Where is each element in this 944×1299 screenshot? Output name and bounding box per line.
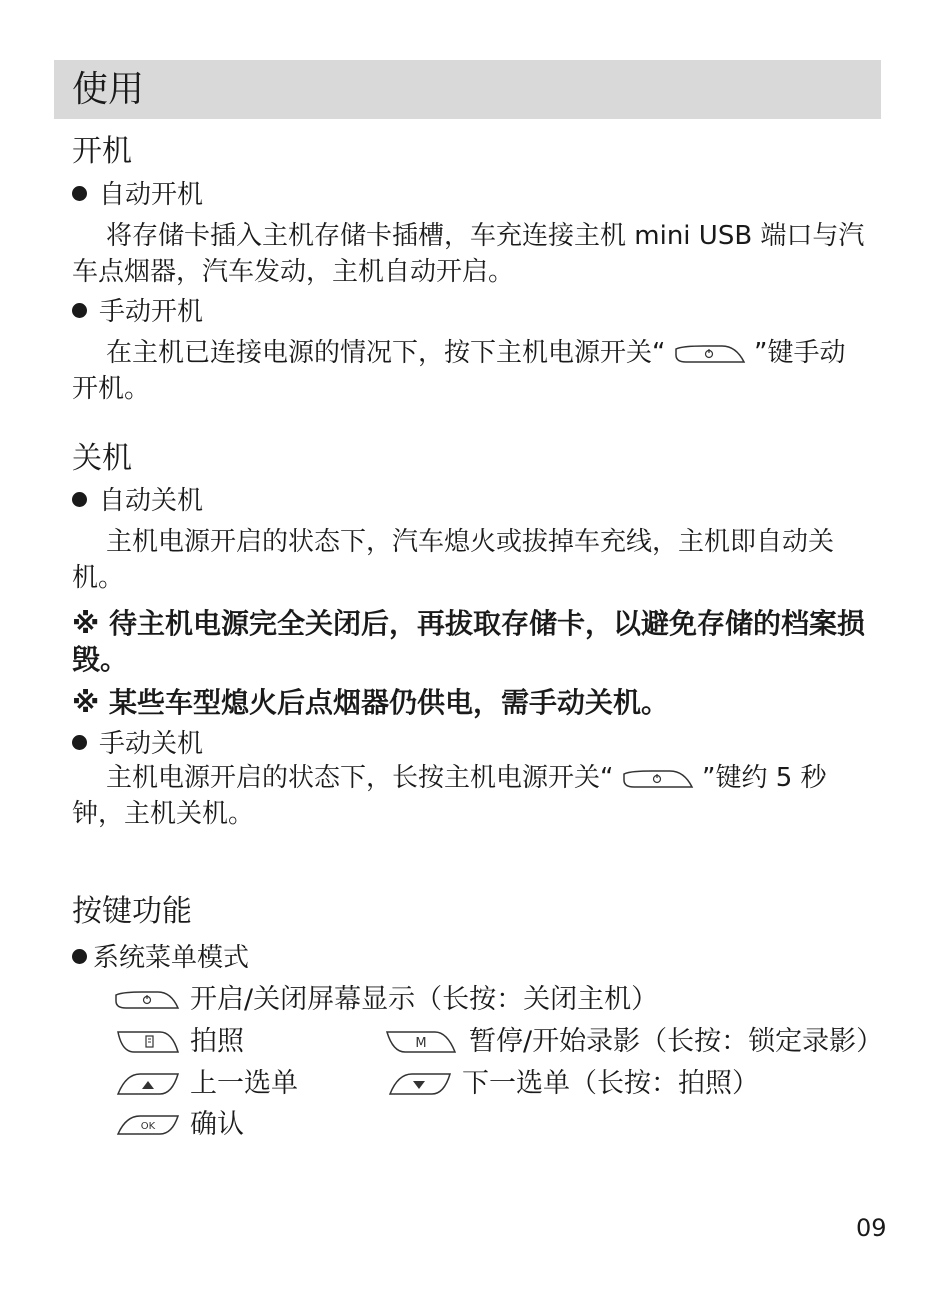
bullet-label: 手动关机 <box>99 729 204 759</box>
key-label-down: 下一选单（长按：拍照） <box>462 1068 759 1099</box>
key-row-mode <box>383 1025 883 1059</box>
key-label-photo: 拍照 <box>190 1026 244 1057</box>
key-label-ok: 确认 <box>190 1109 244 1140</box>
paragraph-auto-power-off <box>72 524 868 596</box>
bullet-label: 自动开机 <box>99 180 204 210</box>
down-triangle-icon <box>386 1070 452 1098</box>
key-label-mode: 暂停/开始录影（长按：锁定录影） <box>469 1026 884 1057</box>
paragraph-auto-power-on <box>72 218 868 290</box>
ok-key-glyph: OK <box>140 1121 156 1132</box>
bullet-manual-power-on <box>72 296 203 328</box>
bullet-dot-icon <box>72 303 87 318</box>
key-label-power: 开启/关闭屏幕显示（长按：关闭主机） <box>190 984 659 1015</box>
m-key-icon <box>383 1028 459 1056</box>
paragraph-text: 将存储卡插入主机存储卡插槽，车充连接主机 mini USB 端口与汽车点烟器，汽车发动，主机自动开启。 <box>72 221 865 287</box>
page-title: 使用 <box>72 69 145 110</box>
paragraph-text: 主机电源开启的状态下，汽车熄火或拔掉车充线，主机即自动关机。 <box>72 527 835 593</box>
key-row-photo <box>114 1025 244 1059</box>
bullet-auto-power-off <box>72 485 203 517</box>
up-triangle-icon <box>114 1070 180 1098</box>
power-icon <box>114 989 180 1011</box>
bullet-dot-icon <box>72 186 87 201</box>
paragraph-manual-power-on <box>72 335 868 407</box>
key-label-up: 上一选单 <box>190 1068 298 1099</box>
paragraph-text: ”键约 5 秒钟，主机关机。 <box>72 763 827 829</box>
paragraph-text: 在主机已连接电源的情况下，按下主机电源开关“ <box>106 338 666 368</box>
bullet-dot-icon <box>72 949 87 964</box>
bullet-dot-icon <box>72 735 87 750</box>
bullet-label: 手动开机 <box>99 297 204 327</box>
bullet-menu-mode <box>72 942 249 974</box>
bullet-label: 自动关机 <box>99 486 204 516</box>
key-row-up <box>114 1067 298 1101</box>
warning-note-1: ※ 待主机电源完全关闭后，再拔取存储卡，以避免存储的档案损毁。 <box>72 607 865 676</box>
section-heading-power-off: 关机 <box>72 441 132 476</box>
header-bar <box>54 60 881 119</box>
key-row-down <box>386 1067 759 1101</box>
bullet-label: 系统菜单模式 <box>93 943 250 973</box>
ok-key-icon <box>114 1112 180 1138</box>
power-icon <box>622 768 694 790</box>
paragraph-text: ”键手动开机。 <box>72 338 846 404</box>
paragraph-manual-power-off <box>72 760 868 832</box>
key-row-ok <box>114 1108 244 1142</box>
section-heading-keys: 按键功能 <box>72 894 192 929</box>
m-key-glyph: M <box>415 1036 427 1051</box>
paragraph-text: 主机电源开启的状态下，长按主机电源开关“ <box>106 763 614 793</box>
bullet-dot-icon <box>72 492 87 507</box>
bullet-auto-power-on <box>72 179 203 211</box>
section-heading-power-on: 开机 <box>72 134 132 169</box>
warning-note-2: ※ 某些车型熄火后点烟器仍供电，需手动关机。 <box>72 686 669 719</box>
power-icon <box>674 343 746 365</box>
camera-icon <box>114 1028 180 1056</box>
key-row-power <box>114 983 658 1017</box>
page-number: 09 <box>856 1214 887 1242</box>
bullet-manual-power-off <box>72 728 203 760</box>
